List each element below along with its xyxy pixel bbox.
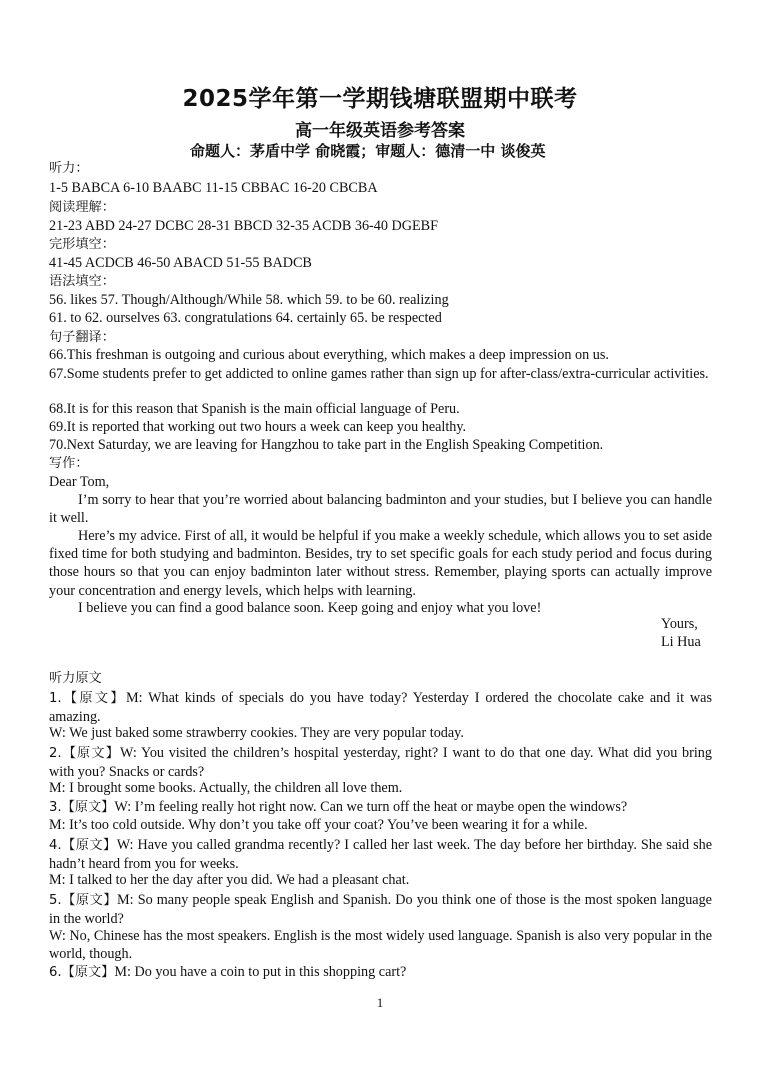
letter-closing: Yours, [661,616,698,632]
translation-item: 69.It is reported that working out two hours a week can keep you healthy. [49,419,467,435]
letter-greeting: Dear Tom, [49,474,110,490]
transcript-item [49,891,712,928]
transcript-tag: 5.【原文】 [49,893,118,908]
section-label-cloze: 完形填空： [49,237,115,252]
document-subtitle: 高一年级英语参考答案 [295,121,465,141]
transcript-reply: M: I talked to her the day after you did. We had a pleasant chat. [49,872,410,888]
transcript-item [49,689,712,726]
translation-item: 70.Next Saturday, we are leaving for Hangzhou to take part in the English Speaking Competition. [49,437,604,453]
section-label-grammar: 语法填空： [49,274,115,289]
page-number: 1 [376,995,384,1010]
answers-reading: 21-23 ABD 24-27 DCBC 28-31 BBCD 32-35 ACDB 36-40 DGEBF [49,218,439,234]
transcript-reply: W: We just baked some strawberry cookies. They are very popular today. [49,725,464,741]
transcript-item [49,964,406,981]
transcript-reply: W: No, Chinese has the most speakers. English is the most widely used language. Spanish is also very popular in the world, though. [49,928,712,963]
transcript-text: M: Do you have a coin to put in this shopping cart? [114,964,407,980]
letter-paragraph: Here’s my advice. First of all, it would be helpful if you make a weekly schedule, which allows you to set aside fixed time for both studying and badminton. Besides, try to set specific goals for each study period and focus during those hours so that you can enjoy badminton later without stress. Remember, playing sports can actually improve your concentration and energy levels, which helps with learning. [49,528,712,599]
translation-item: 66.This freshman is outgoing and curious about everything, which makes a deep impression on us. [49,347,609,363]
transcript-text: W: I’m feeling really hot right now. Can we turn off the heat or maybe open the windows? [114,799,628,815]
letter-paragraph: I’m sorry to hear that you’re worried about balancing badminton and your studies, but I believe you can handle it well. [49,492,712,527]
section-label-reading: 阅读理解： [49,200,115,215]
section-label-transcript: 听力原文 [49,671,102,686]
transcript-text: M: What kinds of specials do you have today? Yesterday I ordered the chocolate cake and it was amazing. [49,690,712,726]
answers-grammar-1: 56. likes 57. Though/Although/While 58. which 59. to be 60. realizing [49,292,449,308]
letter-signature: Li Hua [661,634,701,650]
transcript-reply: M: I brought some books. Actually, the children all love them. [49,780,403,796]
answers-grammar-2: 61. to 62. ourselves 63. congratulations 64. certainly 65. be respected [49,310,442,326]
section-label-translation: 句子翻译： [49,330,115,345]
transcript-reply: M: It’s too cold outside. Why don’t you take off your coat? You’ve been wearing it for a while. [49,817,588,833]
transcript-item [49,744,712,781]
answers-cloze: 41-45 ACDCB 46-50 ABACD 51-55 BADCB [49,255,312,271]
answers-listening: 1-5 BABCA 6-10 BAABC 11-15 CBBAC 16-20 CBCBA [49,180,378,196]
transcript-tag: 3.【原文】 [49,800,115,815]
section-label-writing: 写作： [49,456,89,471]
transcript-tag: 1.【原文】 [49,691,126,706]
transcript-item [49,799,627,816]
transcript-tag: 6.【原文】 [49,965,115,980]
transcript-tag: 4.【原文】 [49,838,117,853]
transcript-tag: 2.【原文】 [49,746,121,761]
translation-item: 67.Some students prefer to get addicted to online games rather than sign up for after-class/extra-curricular activities. [49,366,709,382]
document-title: 2025学年第一学期钱塘联盟期中联考 [182,86,578,112]
transcript-text: W: Have you called grandma recently? I called her last week. The day before her birthday. She said she hadn’t heard from you for weeks. [49,837,712,873]
transcript-text: W: You visited the children’s hospital yesterday, right? I want to do that one day. What did you bring with you? Snacks or cards? [49,745,712,781]
transcript-text: M: So many people speak English and Spanish. Do you think one of those is the most spoken language in the world? [49,892,712,928]
letter-paragraph: I believe you can find a good balance soon. Keep going and enjoy what you love! [78,600,542,616]
transcript-item [49,836,712,873]
translation-item: 68.It is for this reason that Spanish is the main official language of Peru. [49,401,460,417]
authors-line: 命题人：茅盾中学 俞晓霞；审题人：德清一中 谈俊英 [190,142,546,160]
section-label-listening: 听力： [49,161,89,176]
